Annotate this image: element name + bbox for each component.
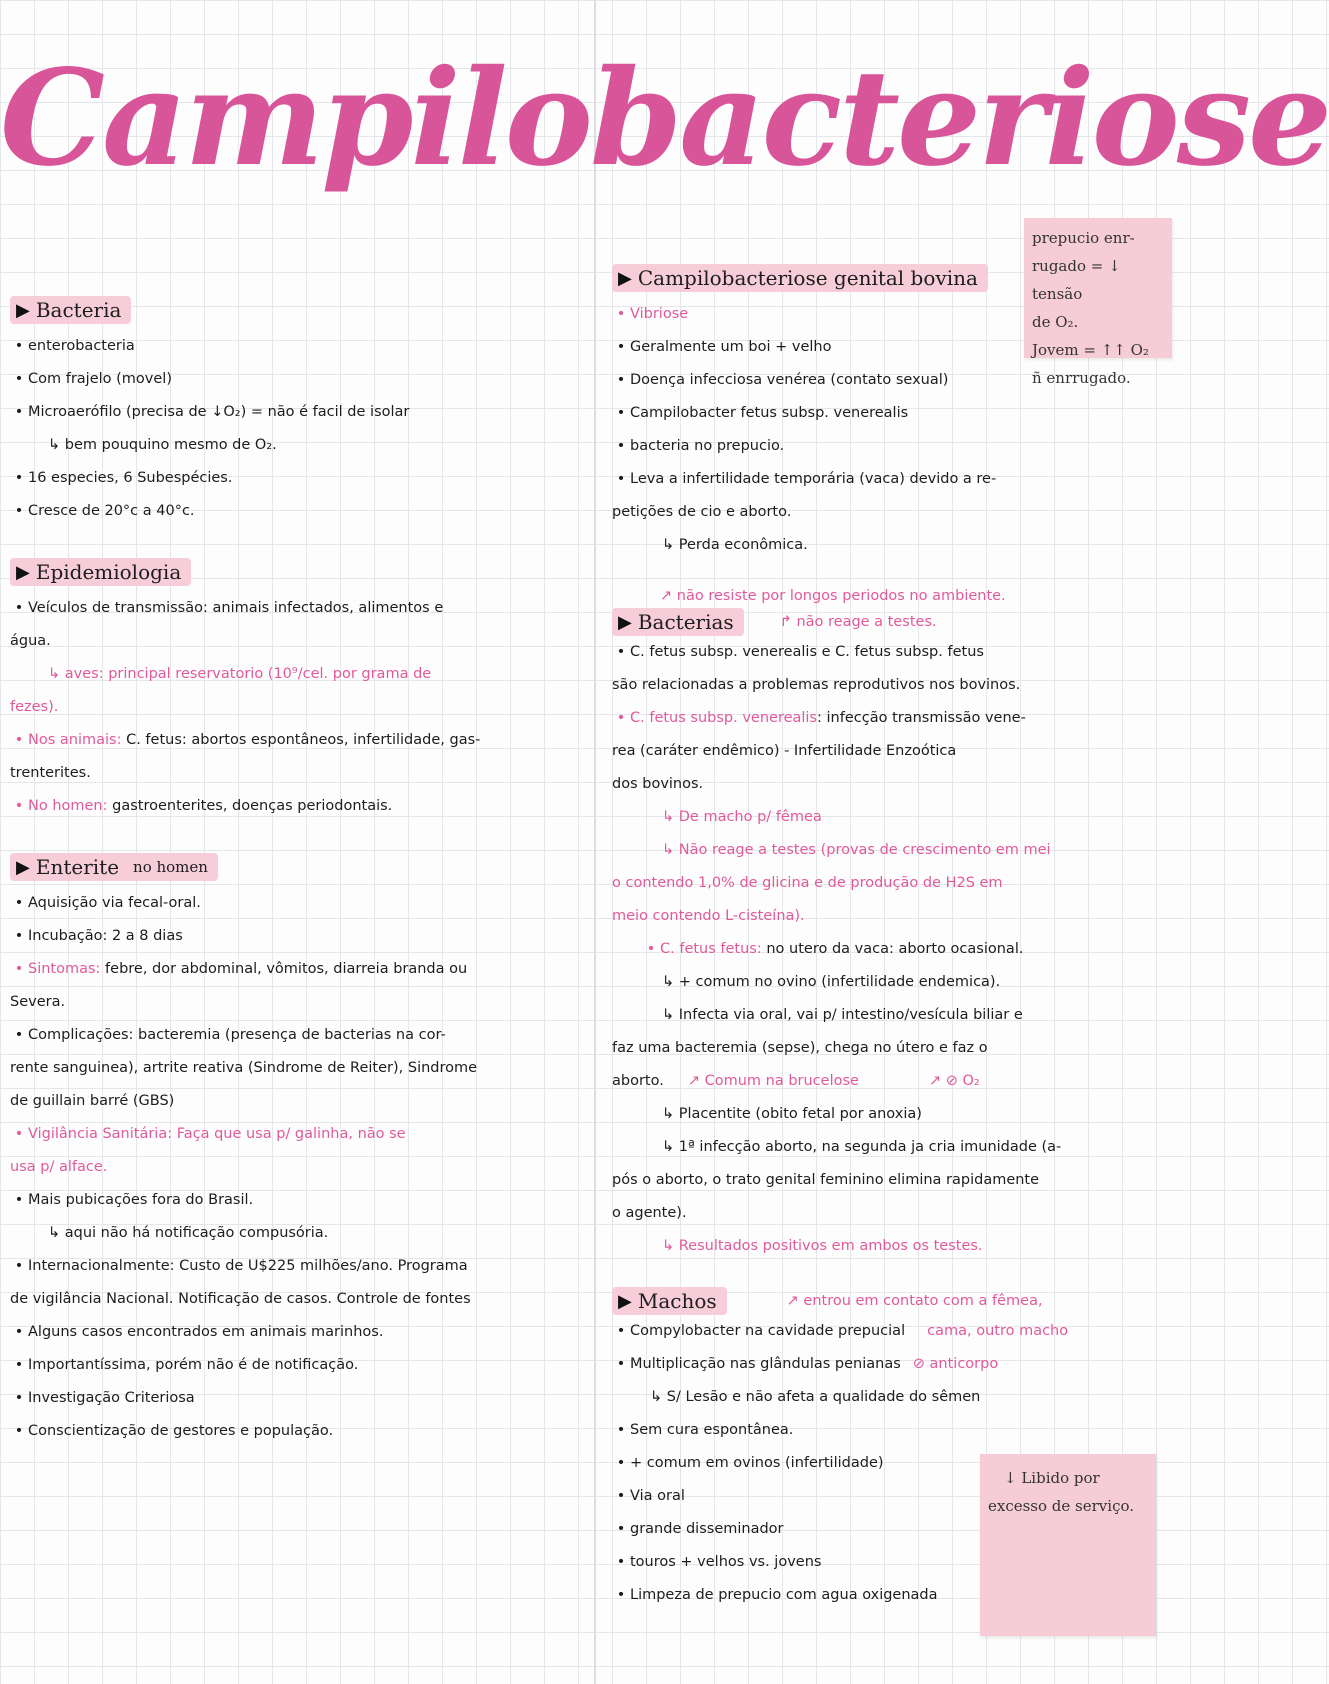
text-line: rente sanguinea), artrite reativa (Sindrome de Reiter), Sindrome <box>10 1060 478 1076</box>
list-sub-item: ↳ De macho p/ fêmea <box>662 809 822 825</box>
list-item: • Sintomas: febre, dor abdominal, vômitos, diarreia branda ou <box>14 961 468 977</box>
list-item: • Alguns casos encontrados em animais marinhos. <box>14 1324 384 1340</box>
list-item: • Vigilância Sanitária: Faça que usa p/ galinha, não se <box>14 1126 406 1142</box>
list-item: • Investigação Criteriosa <box>14 1390 195 1406</box>
text-line: de guillain barré (GBS) <box>10 1093 175 1109</box>
play-triangle-icon: ▶ <box>618 1290 632 1312</box>
text-line: o agente). <box>612 1205 687 1221</box>
list-sub-item: ↳ Não reage a testes (provas de crescimento em mei <box>662 842 1051 858</box>
text-line: meio contendo L-cisteína). <box>612 908 805 924</box>
list-item: • C. fetus fetus: no utero da vaca: aborto ocasional. <box>646 941 1024 957</box>
heading-enterite: ▶ Enterite no homen <box>10 853 218 881</box>
text-line: usa p/ alface. <box>10 1159 108 1175</box>
play-triangle-icon: ▶ <box>618 267 632 289</box>
list-item: • C. fetus subsp. venerealis e C. fetus subsp. fetus <box>616 644 984 660</box>
text-line: faz uma bacteremia (sepse), chega no útero e faz o <box>612 1040 988 1056</box>
play-triangle-icon: ▶ <box>16 299 30 321</box>
list-item: • Aquisição via fecal-oral. <box>14 895 201 911</box>
text-line: fezes). <box>10 699 59 715</box>
text-line: trenterites. <box>10 765 91 781</box>
list-item: • No homen: gastroenterites, doenças periodontais. <box>14 798 393 814</box>
text-line: rea (caráter endêmico) - Infertilidade Enzoótica <box>612 743 957 759</box>
list-item: • grande disseminador <box>616 1521 784 1537</box>
list-item: • Compylobacter na cavidade prepucial cama, outro macho <box>616 1323 1069 1339</box>
text-line: são relacionadas a problemas reprodutivos nos bovinos. <box>612 677 1021 693</box>
section-enterite <box>10 853 590 1448</box>
annotation-text: ↗ entrou em contato com a fêmea, <box>786 1293 1043 1309</box>
list-item: • C. fetus subsp. venerealis: infecção transmissão vene- <box>616 710 1026 726</box>
list-item: • Complicações: bacteremia (presença de bacterias na cor- <box>14 1027 446 1043</box>
heading-bacteria: ▶ Bacteria <box>10 296 131 324</box>
list-item: • Conscientização de gestores e população. <box>14 1423 334 1439</box>
play-triangle-icon: ▶ <box>618 611 632 633</box>
list-item: • Mais pubicações fora do Brasil. <box>14 1192 254 1208</box>
bacterias-heading-row <box>612 608 1184 636</box>
section-bacteria <box>10 296 590 528</box>
list-sub-item: ↳ Resultados positivos em ambos os testes. <box>662 1238 983 1254</box>
section-bacterias <box>612 584 1184 1263</box>
heading-genital: ▶ Campilobacteriose genital bovina <box>612 264 988 292</box>
text-line: água. <box>10 633 51 649</box>
list-item: • Geralmente um boi + velho <box>616 339 832 355</box>
right-column <box>612 264 1184 1642</box>
list-item: • bacteria no prepucio. <box>616 438 785 454</box>
annotation-text: cama, outro macho <box>927 1323 1069 1339</box>
annotation-o2: ↗ ⊘ O₂ <box>928 1073 980 1089</box>
list-sub-item: ↳ 1ª infecção aborto, na segunda ja cria imunidade (a- <box>662 1139 1062 1155</box>
list-sub-item: ↳ Infecta via oral, vai p/ intestino/vesícula biliar e <box>662 1007 1023 1023</box>
list-sub-item: ↳ aves: principal reservatorio (10⁹/cel. por grama de <box>48 666 432 682</box>
list-item: • + comum em ovinos (infertilidade) <box>616 1455 884 1471</box>
page-title: Campilobacteriose <box>0 41 1329 196</box>
text-line: petições de cio e aborto. <box>612 504 792 520</box>
list-item: • Sem cura espontânea. <box>616 1422 794 1438</box>
list-item: • touros + velhos vs. jovens <box>616 1554 822 1570</box>
text-line: o contendo 1,0% de glicina e de produção de H2S em <box>612 875 1003 891</box>
sticky-note-libido: ↓ Libido por excesso de serviço. <box>980 1454 1156 1636</box>
list-item: • Nos animais: C. fetus: abortos espontâneos, infertilidade, gas- <box>14 732 481 748</box>
heading-epidemiologia: ▶ Epidemiologia <box>10 558 191 586</box>
list-item: • Campilobacter fetus subsp. venerealis <box>616 405 909 421</box>
play-triangle-icon: ▶ <box>16 561 30 583</box>
list-item: • Importantíssima, porém não é de notificação. <box>14 1357 359 1373</box>
text-line: pós o aborto, o trato genital feminino elimina rapidamente <box>612 1172 1040 1188</box>
play-triangle-icon: ▶ <box>16 856 30 878</box>
list-sub-item: ↳ Placentite (obito fetal por anoxia) <box>662 1106 922 1122</box>
list-item: • Limpeza de prepucio com agua oxigenada <box>616 1587 938 1603</box>
list-sub-item: ↳ aqui não há notificação compusória. <box>48 1225 329 1241</box>
list-sub-item: ↳ Perda econômica. <box>662 537 808 553</box>
list-item: • Doença infecciosa venérea (contato sexual) <box>616 372 949 388</box>
notebook-fold <box>594 0 596 1684</box>
section-epidemiologia <box>10 558 590 823</box>
list-item: • enterobacteria <box>14 338 135 354</box>
annotation-line: ↗ não resiste por longos periodos no ambiente. <box>660 588 1006 604</box>
list-sub-item: ↳ + comum no ovino (infertilidade endemica). <box>662 974 1001 990</box>
annotation-text: ↱ não reage a testes. <box>779 614 937 630</box>
list-item: • Vibriose <box>616 306 689 322</box>
list-sub-item: ↳ S/ Lesão e não afeta a qualidade do sêmen <box>650 1389 981 1405</box>
list-item: • Multiplicação nas glândulas penianas ⊘ anticorpo <box>616 1356 999 1372</box>
text-line: dos bovinos. <box>612 776 704 792</box>
list-item: • Cresce de 20°c a 40°c. <box>14 503 195 519</box>
heading-bacterias: ▶ Bacterias <box>612 608 744 636</box>
list-item: • Internacionalmente: Custo de U$225 milhões/ano. Programa <box>14 1258 468 1274</box>
annotation-brucelose: ↗ Comum na brucelose <box>687 1073 859 1089</box>
list-item: • Microaerófilo (precisa de ↓O₂) = não é facil de isolar <box>14 404 410 420</box>
text-line: de vigilância Nacional. Notificação de casos. Controle de fontes <box>10 1291 471 1307</box>
list-item: • Com frajelo (movel) <box>14 371 172 387</box>
annotation-text: ⊘ anticorpo <box>912 1356 999 1372</box>
list-sub-item: ↳ bem pouquino mesmo de O₂. <box>48 437 277 453</box>
list-item: • Via oral <box>616 1488 685 1504</box>
heading-machos: ▶ Machos <box>612 1287 727 1315</box>
text-line: Severa. <box>10 994 66 1010</box>
list-item: • Incubação: 2 a 8 dias <box>14 928 183 944</box>
list-item: • Leva a infertilidade temporária (vaca) devido a re- <box>616 471 997 487</box>
list-item: • 16 especies, 6 Subespécies. <box>14 470 233 486</box>
machos-heading-row <box>612 1287 1184 1315</box>
list-item: • Veículos de transmissão: animais infectados, alimentos e <box>14 600 444 616</box>
left-column <box>10 296 590 1478</box>
sticky-note-prepucio: prepucio enr- rugado = ↓ tensão de O₂. Jovem = ↑↑ O₂ ñ enrrugado. <box>1024 218 1172 358</box>
text-line: aborto. ↗ Comum na brucelose ↗ ⊘ O₂ <box>612 1073 980 1089</box>
